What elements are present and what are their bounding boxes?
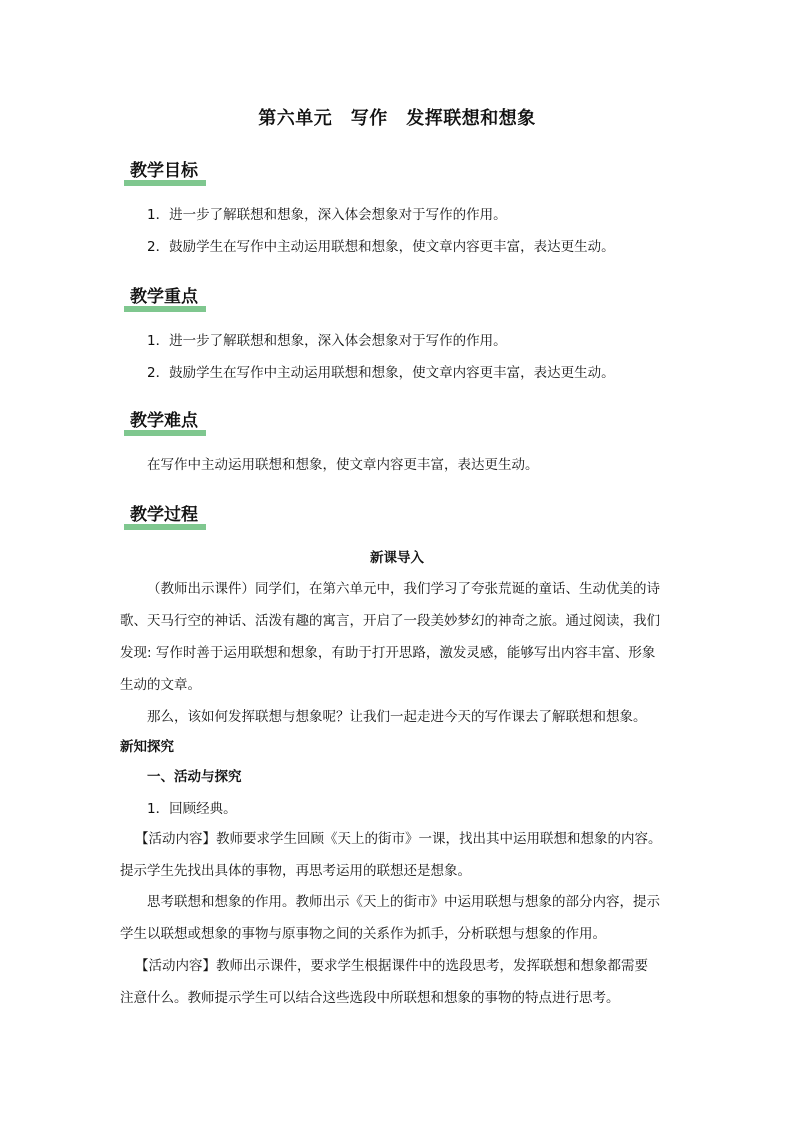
key-point-item-1: 1．进一步了解联想和想象，深入体会想象对于写作的作用。 <box>147 333 507 349</box>
section-heading-difficulties <box>124 410 206 438</box>
difficulty-text: 在写作中主动运用联想和想象，使文章内容更丰富，表达更生动。 <box>147 457 539 473</box>
intro-line-2: 歌、天马行空的神话、活泼有趣的寓言，开启了一段美妙梦幻的神奇之旅。通过阅读，我们 <box>120 613 660 629</box>
section-heading-process <box>124 504 206 532</box>
section-heading-label: 教学重点 <box>130 287 198 307</box>
key-point-item-2: 2．鼓励学生在写作中主动运用联想和想象，使文章内容更丰富，表达更生动。 <box>147 365 615 381</box>
intro-paragraph-2: 那么，该如何发挥联想与想象呢？让我们一起走进今天的写作课去了解联想和想象。 <box>147 709 647 725</box>
objective-item-2: 2．鼓励学生在写作中主动运用联想和想象，使文章内容更丰富，表达更生动。 <box>147 239 615 255</box>
think-line-1: 思考联想和想象的作用。教师出示《天上的街市》中运用联想与想象的部分内容，提示 <box>147 894 660 910</box>
activity-2-line-2: 注意什么。教师提示学生可以结合这些选段中所联想和想象的事物的特点进行思考。 <box>120 990 620 1006</box>
intro-heading: 新课导入 <box>370 550 424 566</box>
section-heading-label: 教学难点 <box>130 411 198 431</box>
section-heading-label: 教学过程 <box>130 505 198 525</box>
section-heading-objectives <box>124 160 206 188</box>
activity-2-line-1: 【活动内容】教师出示课件，要求学生根据课件中的选段思考，发挥联想和想象都需要 <box>135 958 648 974</box>
activity-1-line-2: 提示学生先找出具体的事物，再思考运用的联想还是想象。 <box>120 863 471 879</box>
section-heading-label: 教学目标 <box>130 161 198 181</box>
activity-heading: 一、活动与探究 <box>147 769 242 785</box>
document-title: 第六单元 写作 发挥联想和想象 <box>258 108 536 129</box>
intro-line-3: 发现: 写作时善于运用联想和想象，有助于打开思路，激发灵感，能够写出内容丰富、形象 <box>120 645 656 661</box>
explore-heading: 新知探究 <box>120 739 174 755</box>
objective-item-1: 1．进一步了解联想和想象，深入体会想象对于写作的作用。 <box>147 207 507 223</box>
activity-1-line-1: 【活动内容】教师要求学生回顾《天上的街市》一课，找出其中运用联想和想象的内容。 <box>135 831 662 847</box>
think-line-2: 学生以联想或想象的事物与原事物之间的关系作为抓手，分析联想与想象的作用。 <box>120 926 606 942</box>
intro-line-1: （教师出示课件）同学们，在第六单元中，我们学习了夸张荒诞的童话、生动优美的诗 <box>147 581 660 597</box>
step-1-review: 1．回顾经典。 <box>147 801 237 817</box>
section-heading-key-points <box>124 286 206 314</box>
intro-line-4: 生动的文章。 <box>120 677 201 693</box>
